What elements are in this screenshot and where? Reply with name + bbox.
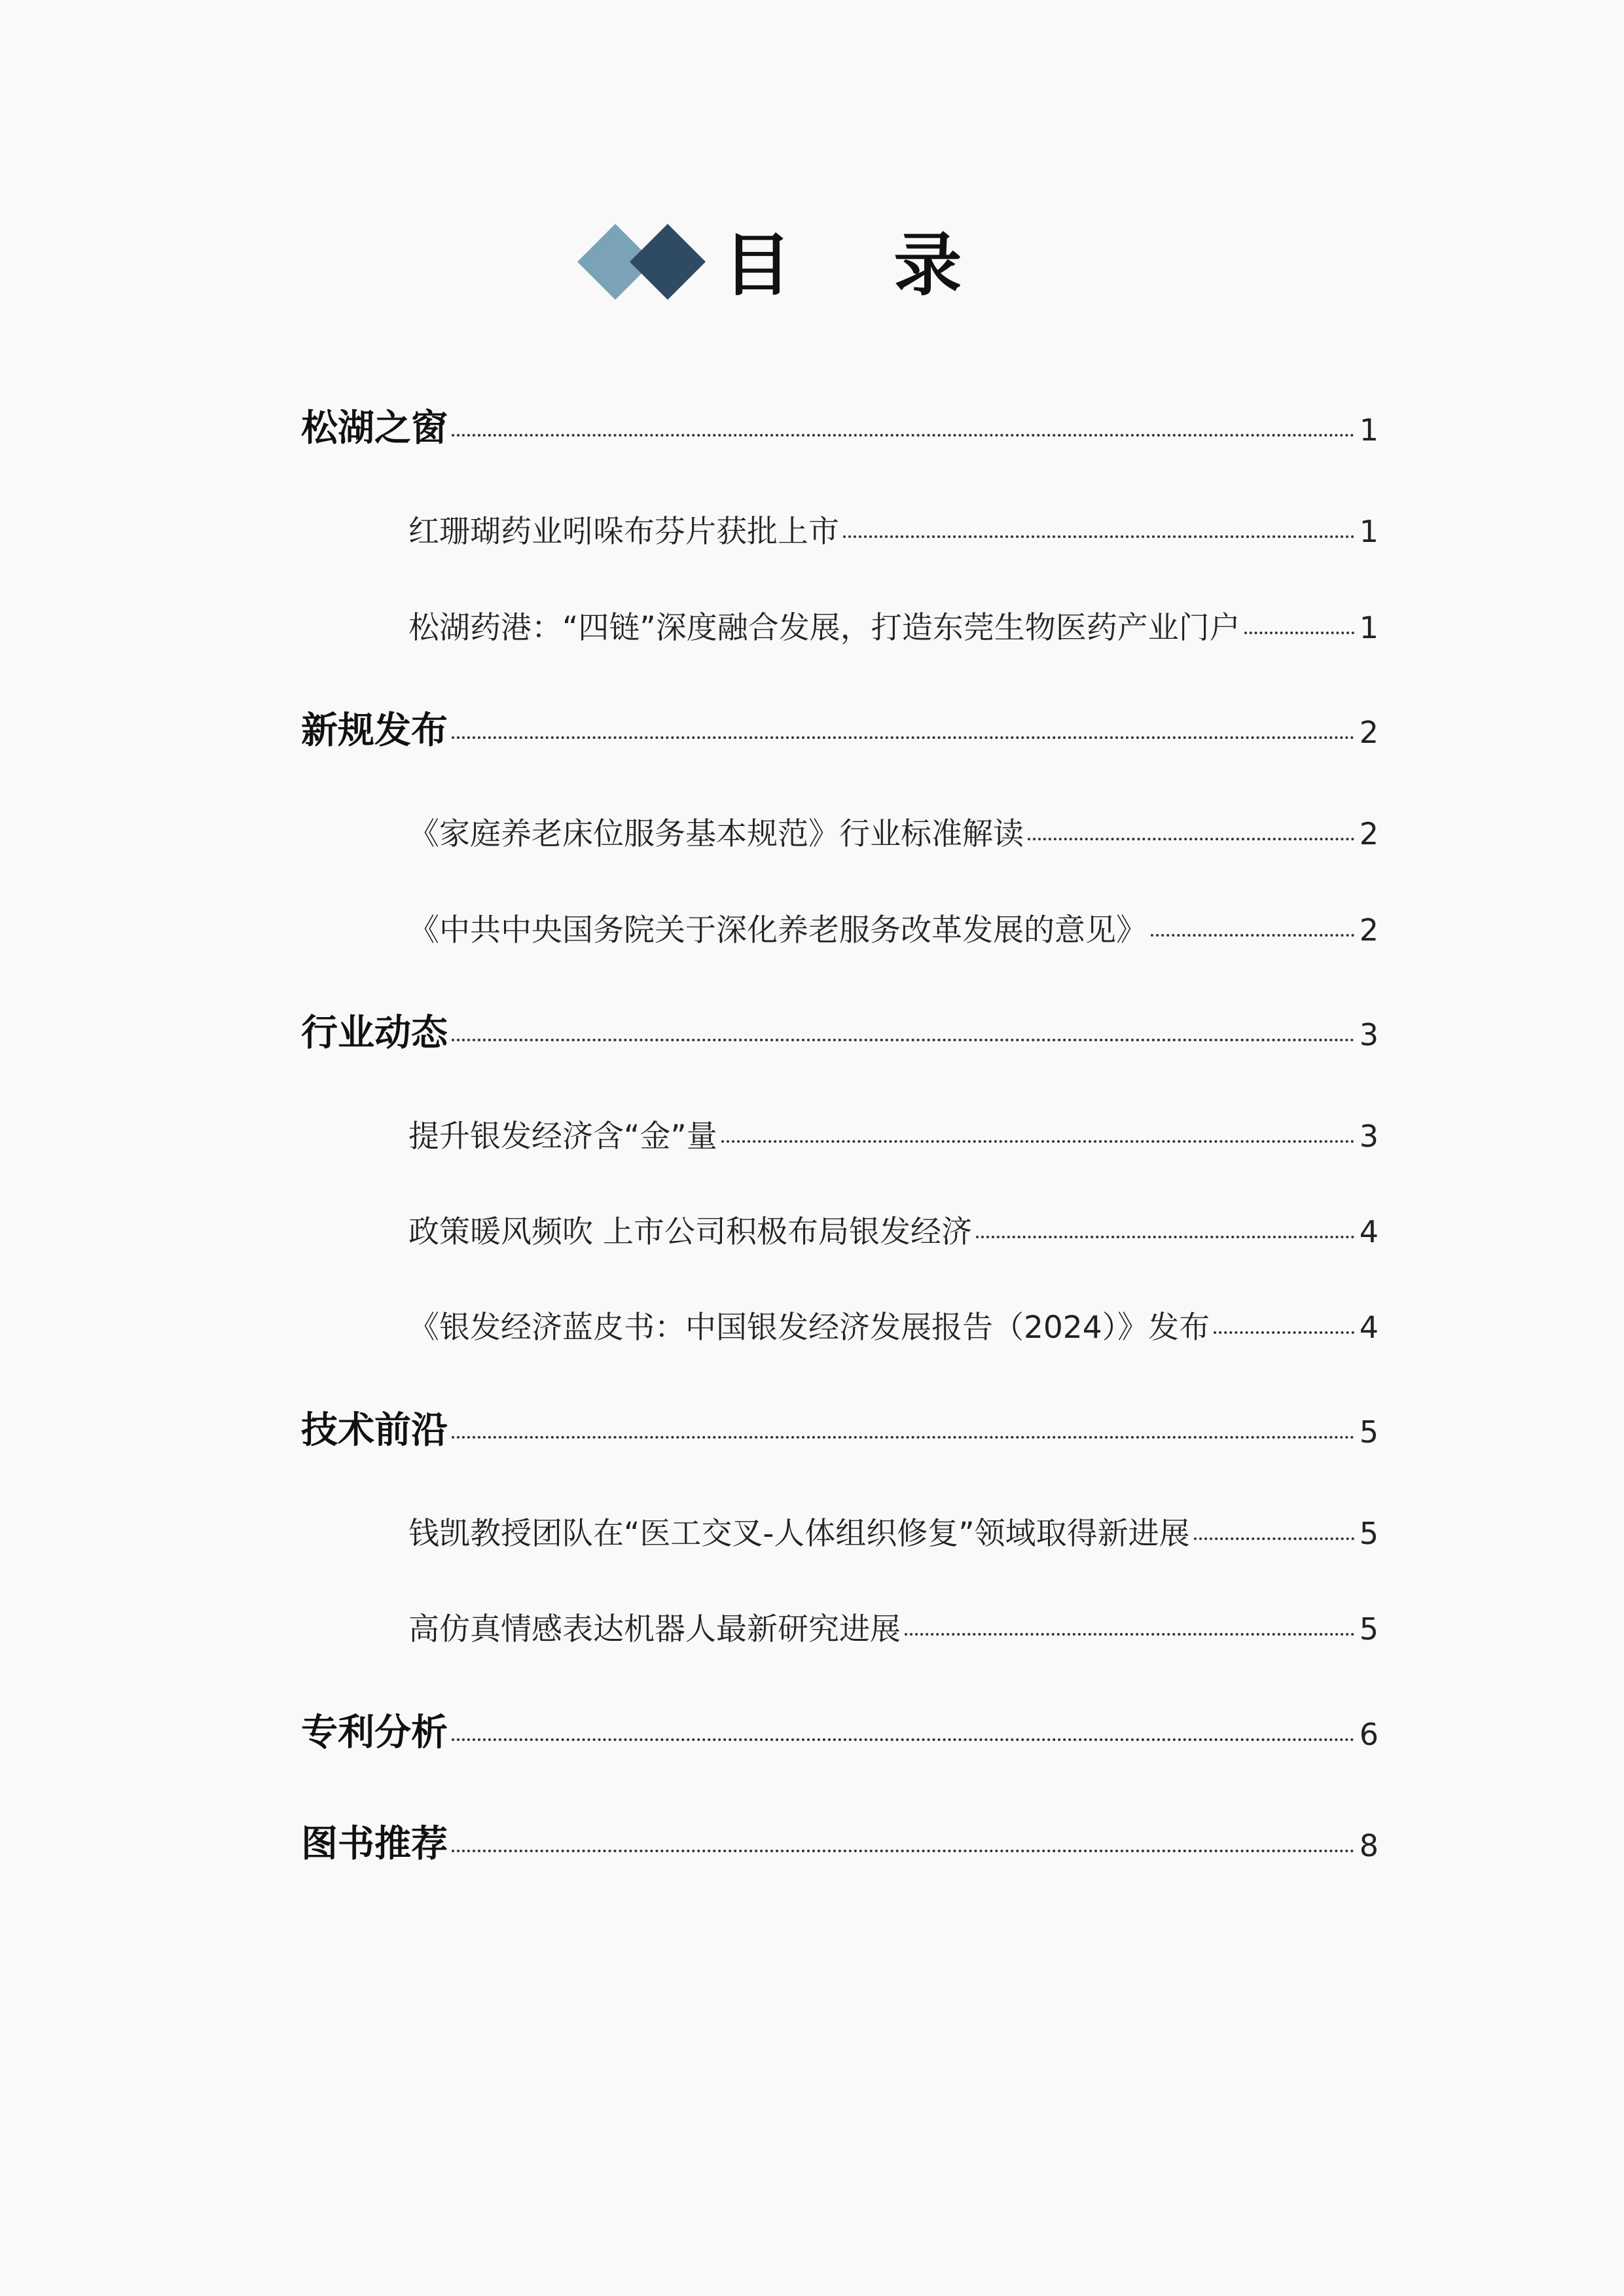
toc-entry-page: 4 bbox=[1359, 1310, 1379, 1345]
toc-entry-article[interactable] bbox=[301, 810, 1379, 853]
toc-entry-article[interactable] bbox=[301, 1303, 1379, 1347]
toc-entry-text: 技术前沿 bbox=[301, 1409, 448, 1452]
toc-entry-text: 钱凯教授团队在“医工交叉-人体组织修复”领域取得新进展 bbox=[408, 1516, 1190, 1552]
toc-entry-section[interactable] bbox=[301, 399, 1379, 452]
toc-entry-article[interactable] bbox=[301, 1208, 1379, 1251]
toc-entry-text: 红珊瑚药业吲哚布芬片获批上市 bbox=[408, 514, 839, 550]
dot-leader bbox=[1194, 1537, 1354, 1540]
toc-entry-page: 3 bbox=[1359, 1119, 1379, 1154]
toc-entry-page: 8 bbox=[1359, 1828, 1379, 1863]
toc-entry-article[interactable] bbox=[301, 1112, 1379, 1156]
dot-leader bbox=[843, 535, 1354, 538]
toc-header bbox=[576, 216, 1047, 314]
toc-entry-article[interactable] bbox=[301, 1509, 1379, 1553]
toc-entry-page: 1 bbox=[1359, 514, 1379, 549]
toc-entry-page: 2 bbox=[1359, 715, 1379, 750]
toc-entry-section[interactable] bbox=[301, 1401, 1379, 1454]
dot-leader bbox=[452, 1850, 1354, 1852]
toc-entry-page: 2 bbox=[1359, 816, 1379, 852]
toc-entry-article[interactable] bbox=[301, 603, 1379, 647]
toc-entry-page: 5 bbox=[1359, 1516, 1379, 1551]
toc-title: 目 录 bbox=[723, 225, 1001, 305]
toc-entry-page: 6 bbox=[1359, 1717, 1379, 1752]
toc-entry-page: 1 bbox=[1359, 412, 1379, 448]
toc-entry-text: 松湖之窗 bbox=[301, 407, 448, 450]
toc-entry-page: 1 bbox=[1359, 610, 1379, 645]
toc-entry-section[interactable] bbox=[301, 702, 1379, 754]
toc-entry-text: 《中共中央国务院关于深化养老服务改革发展的意见》 bbox=[408, 912, 1147, 948]
toc-entry-text: 图书推荐 bbox=[301, 1823, 448, 1865]
toc-entry-text: 政策暖风频吹 上市公司积极布局银发经济 bbox=[408, 1214, 972, 1250]
toc-entry-text: 行业动态 bbox=[301, 1012, 448, 1054]
dot-leader bbox=[1214, 1331, 1354, 1334]
dot-leader bbox=[721, 1140, 1354, 1143]
toc-entry-article[interactable] bbox=[301, 507, 1379, 551]
dot-leader bbox=[976, 1236, 1354, 1238]
toc-entry-text: 专利分析 bbox=[301, 1712, 448, 1754]
dot-leader bbox=[452, 736, 1354, 739]
toc-entry-text: 《银发经济蓝皮书：中国银发经济发展报告（2024）》发布 bbox=[408, 1310, 1210, 1346]
toc-entry-page: 5 bbox=[1359, 1414, 1379, 1450]
dot-leader bbox=[452, 1738, 1354, 1741]
dot-leader bbox=[905, 1633, 1354, 1636]
toc-entry-page: 3 bbox=[1359, 1017, 1379, 1052]
diamond-logo-icon bbox=[576, 216, 713, 314]
toc-entry-text: 《家庭养老床位服务基本规范》行业标准解读 bbox=[408, 816, 1024, 852]
toc-entry-text: 提升银发经济含“金”量 bbox=[408, 1119, 717, 1155]
toc-entry-text: 松湖药港：“四链”深度融合发展，打造东莞生物医药产业门户 bbox=[408, 610, 1240, 646]
toc-entry-article[interactable] bbox=[301, 906, 1379, 950]
toc-entry-section[interactable] bbox=[301, 1004, 1379, 1056]
toc-entry-page: 2 bbox=[1359, 912, 1379, 948]
dot-leader bbox=[452, 434, 1354, 437]
toc-entry-page: 5 bbox=[1359, 1611, 1379, 1647]
toc-entry-page: 4 bbox=[1359, 1214, 1379, 1249]
diamond-dark-icon bbox=[630, 224, 706, 300]
dot-leader bbox=[1151, 934, 1354, 937]
toc-entry-section[interactable] bbox=[301, 1704, 1379, 1756]
dot-leader bbox=[452, 1436, 1354, 1439]
toc-entry-section[interactable] bbox=[301, 1815, 1379, 1867]
dot-leader bbox=[1028, 838, 1354, 840]
dot-leader bbox=[452, 1039, 1354, 1041]
toc-entry-text: 新规发布 bbox=[301, 709, 448, 752]
dot-leader bbox=[1244, 632, 1354, 634]
toc-entry-article[interactable] bbox=[301, 1605, 1379, 1649]
toc-entry-text: 高仿真情感表达机器人最新研究进展 bbox=[408, 1611, 901, 1647]
